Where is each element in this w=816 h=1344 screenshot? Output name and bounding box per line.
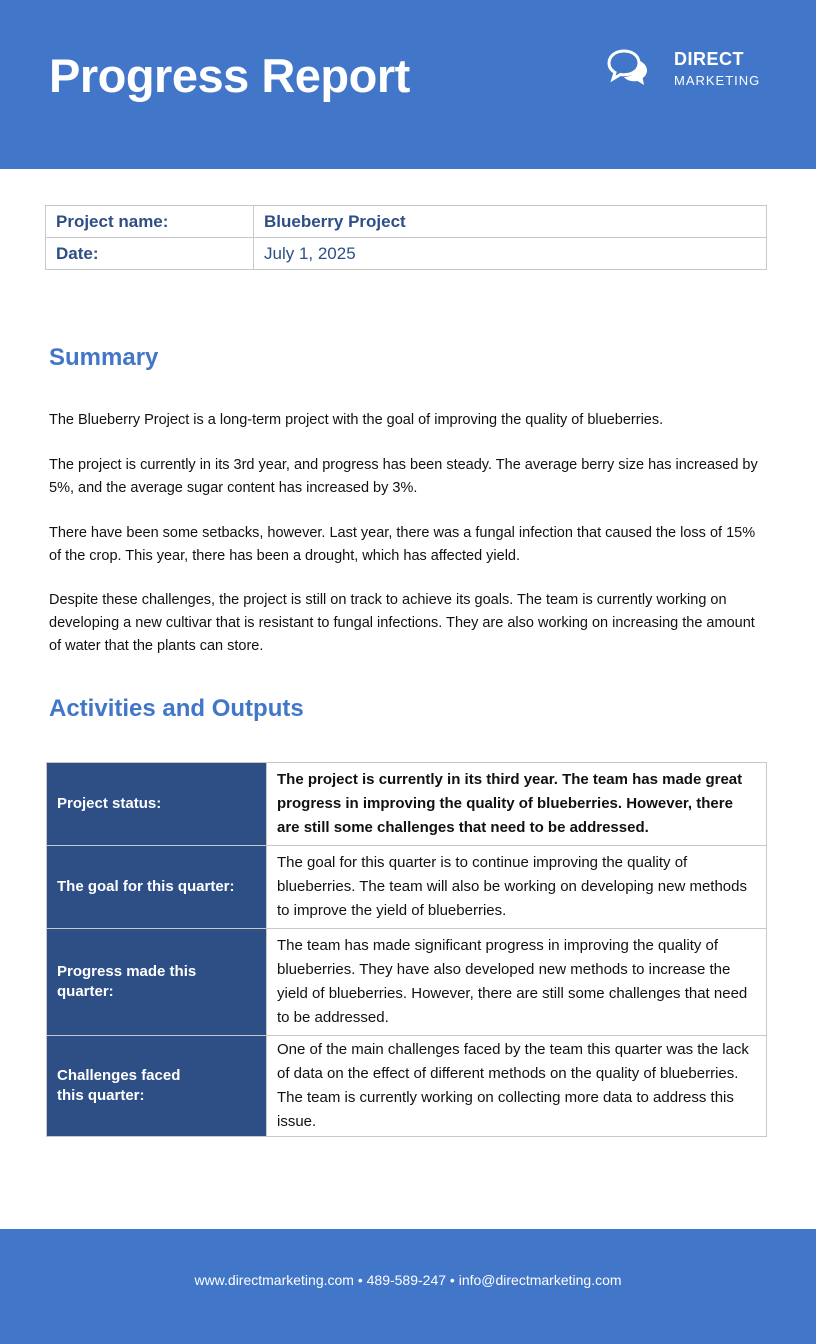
table-row (47, 846, 767, 929)
summary-paragraph: The Blueberry Project is a long-term project with the goal of improving the quality of blueberries. (49, 412, 664, 428)
table-row (47, 929, 767, 1036)
row-label: Project status: (47, 763, 267, 846)
row-label: The goal for this quarter: (47, 846, 267, 929)
row-value: One of the main challenges faced by the team this quarter was the lack of data on the effect of different methods on the quality of blueberries. The team is currently working on collecting more data to address this issue. (267, 1036, 767, 1137)
row-value: The goal for this quarter is to continue improving the quality of blueberries. The team will also be working on developing new methods to improve the yield of blueberries. (267, 846, 767, 929)
header (0, 0, 816, 169)
summary-paragraph: Despite these challenges, the project is still on track to achieve its goals. The team is currently working on developing a new cultivar that is resistant to fungal infections. They are also working on increasing the amount of water that the plants can store. (49, 592, 755, 654)
brand-subtitle: MARKETING (674, 72, 761, 88)
table-row (47, 763, 767, 846)
row-value: The team has made significant progress in improving the quality of blueberries. They have also developed new methods to increase the yield of blueberries. However, there are still some challenges that need to be addressed. (267, 929, 767, 1036)
activities-table (46, 762, 767, 1137)
project-name-label: Project name: (46, 206, 254, 238)
date-label: Date: (46, 238, 254, 270)
project-name-value: Blueberry Project (254, 206, 767, 238)
summary-paragraph: The project is currently in its 3rd year, and progress has been steady. The average berry size has increased by 5%, and the average sugar content has increased by 3%. (49, 457, 758, 496)
brand-logo (606, 48, 760, 88)
date-value: July 1, 2025 (254, 238, 767, 270)
footer (0, 1229, 816, 1344)
footer-contact: www.directmarketing.com • 489-589-247 • info@directmarketing.com (194, 1272, 622, 1288)
summary-heading: Summary (49, 344, 159, 371)
row-label: Challenges faced this quarter: (47, 1036, 267, 1137)
row-label: Progress made this quarter: (47, 929, 267, 1036)
summary-paragraph: There have been some setbacks, however. Last year, there was a fungal infection that caused the loss of 15% of the crop. This year, there has been a drought, which has affected yield. (49, 525, 756, 564)
table-row (47, 1036, 767, 1137)
activities-heading: Activities and Outputs (49, 695, 304, 722)
brand-name: DIRECT (674, 48, 744, 69)
page-title: Progress Report (49, 49, 410, 102)
chat-bubbles-icon (606, 48, 650, 88)
table-row (46, 206, 767, 238)
project-info-table (45, 205, 767, 270)
row-value: The project is currently in its third year. The team has made great progress in improving the quality of blueberries. However, there are still some challenges that need to be addressed. (267, 763, 767, 846)
table-row (46, 238, 767, 270)
